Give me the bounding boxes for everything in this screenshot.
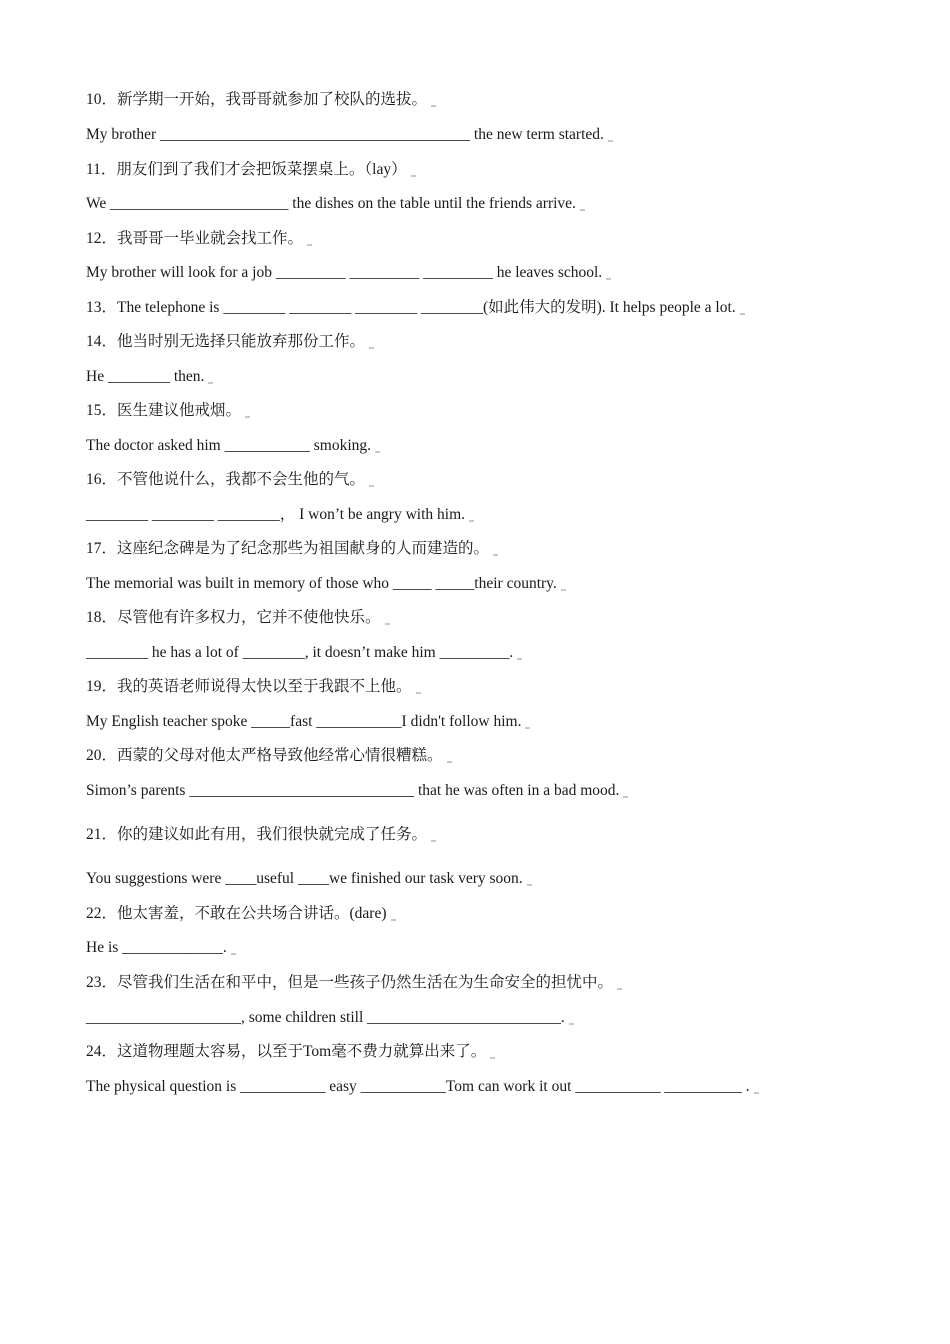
paragraph-mark [231, 953, 236, 955]
paragraph-mark [369, 485, 374, 487]
item-11-english: We _______________________ the dishes on the table until the friends arrive. [86, 194, 910, 214]
paragraph-mark [525, 727, 530, 729]
paragraph-mark [431, 105, 436, 107]
paragraph-mark [411, 175, 416, 177]
item-16-chinese: 16．不管他说什么，我都不会生他的气。 [86, 470, 910, 490]
item-10-chinese: 10．新学期一开始，我哥哥就参加了校队的选拔。 [86, 90, 910, 110]
item-14-chinese: 14．他当时别无选择只能放弃那份工作。 [86, 332, 910, 352]
item-20-chinese: 20．西蒙的父母对他太严格导致他经常心情很糟糕。 [86, 746, 910, 766]
paragraph-mark [608, 140, 613, 142]
paragraph-mark [469, 520, 474, 522]
item-23-english: ____________________, some children still _________________________. [86, 1008, 910, 1028]
paragraph-mark [493, 554, 498, 556]
paragraph-mark [490, 1057, 495, 1059]
item-22-chinese: 22．他太害羞，不敢在公共场合讲话。(dare) [86, 904, 910, 924]
item-10-english: My brother ________________________________________ the new term started. [86, 125, 910, 145]
item-17-english: The memorial was built in memory of those who _____ _____their country. [86, 574, 910, 594]
paragraph-mark [527, 884, 532, 886]
paragraph-mark [447, 761, 452, 763]
paragraph-mark [569, 1023, 574, 1025]
paragraph-mark [561, 589, 566, 591]
item-20-english: Simon’s parents _____________________________ that he was often in a bad mood. [86, 781, 910, 801]
item-15-english: The doctor asked him ___________ smoking. [86, 436, 910, 456]
item-19-chinese: 19．我的英语老师说得太快以至于我跟不上他。 [86, 677, 910, 697]
paragraph-mark [623, 796, 628, 798]
paragraph-mark [375, 451, 380, 453]
item-23-chinese: 23．尽管我们生活在和平中，但是一些孩子仍然生活在为生命安全的担忧中。 [86, 973, 910, 993]
item-17-chinese: 17．这座纪念碑是为了纪念那些为祖国献身的人而建造的。 [86, 539, 910, 559]
item-19-english: My English teacher spoke _____fast ___________I didn't follow him. [86, 712, 910, 732]
item-18-chinese: 18．尽管他有许多权力，它并不使他快乐。 [86, 608, 910, 628]
item-18-english: ________ he has a lot of ________, it doesn’t make him _________. [86, 643, 910, 663]
paragraph-mark [391, 919, 396, 921]
paragraph-mark [416, 692, 421, 694]
paragraph-mark [385, 623, 390, 625]
item-13-line: 13．The telephone is ________ ________ ________ ________(如此伟大的发明). It helps people a lot. [86, 298, 910, 318]
paragraph-mark [245, 416, 250, 418]
item-22-english: He is _____________. [86, 938, 910, 958]
paragraph-mark [606, 278, 611, 280]
item-24-chinese: 24．这道物理题太容易，以至于Tom毫不费力就算出来了。 [86, 1042, 910, 1062]
item-14-english: He ________ then. [86, 367, 910, 387]
item-21-english: You suggestions were ____useful ____we finished our task very soon. [86, 869, 910, 889]
item-24-english: The physical question is ___________ easy ___________Tom can work it out ___________ __________ . [86, 1077, 910, 1097]
item-11-chinese: 11．朋友们到了我们才会把饭菜摆桌上。（lay） [86, 160, 910, 180]
paragraph-mark [740, 313, 745, 315]
paragraph-mark [754, 1092, 759, 1094]
item-12-chinese: 12．我哥哥一毕业就会找工作。 [86, 229, 910, 249]
paragraph-mark [307, 244, 312, 246]
paragraph-mark [617, 988, 622, 990]
paragraph-mark [431, 840, 436, 842]
item-16-english: ________ ________ ________， I won’t be angry with him. [86, 505, 910, 525]
paragraph-mark [208, 382, 213, 384]
paragraph-mark [517, 658, 522, 660]
paragraph-mark [580, 209, 585, 211]
item-15-chinese: 15．医生建议他戒烟。 [86, 401, 910, 421]
paragraph-mark [369, 347, 374, 349]
item-21-chinese: 21．你的建议如此有用，我们很快就完成了任务。 [86, 825, 910, 845]
item-12-english: My brother will look for a job _________ _________ _________ he leaves school. [86, 263, 910, 283]
